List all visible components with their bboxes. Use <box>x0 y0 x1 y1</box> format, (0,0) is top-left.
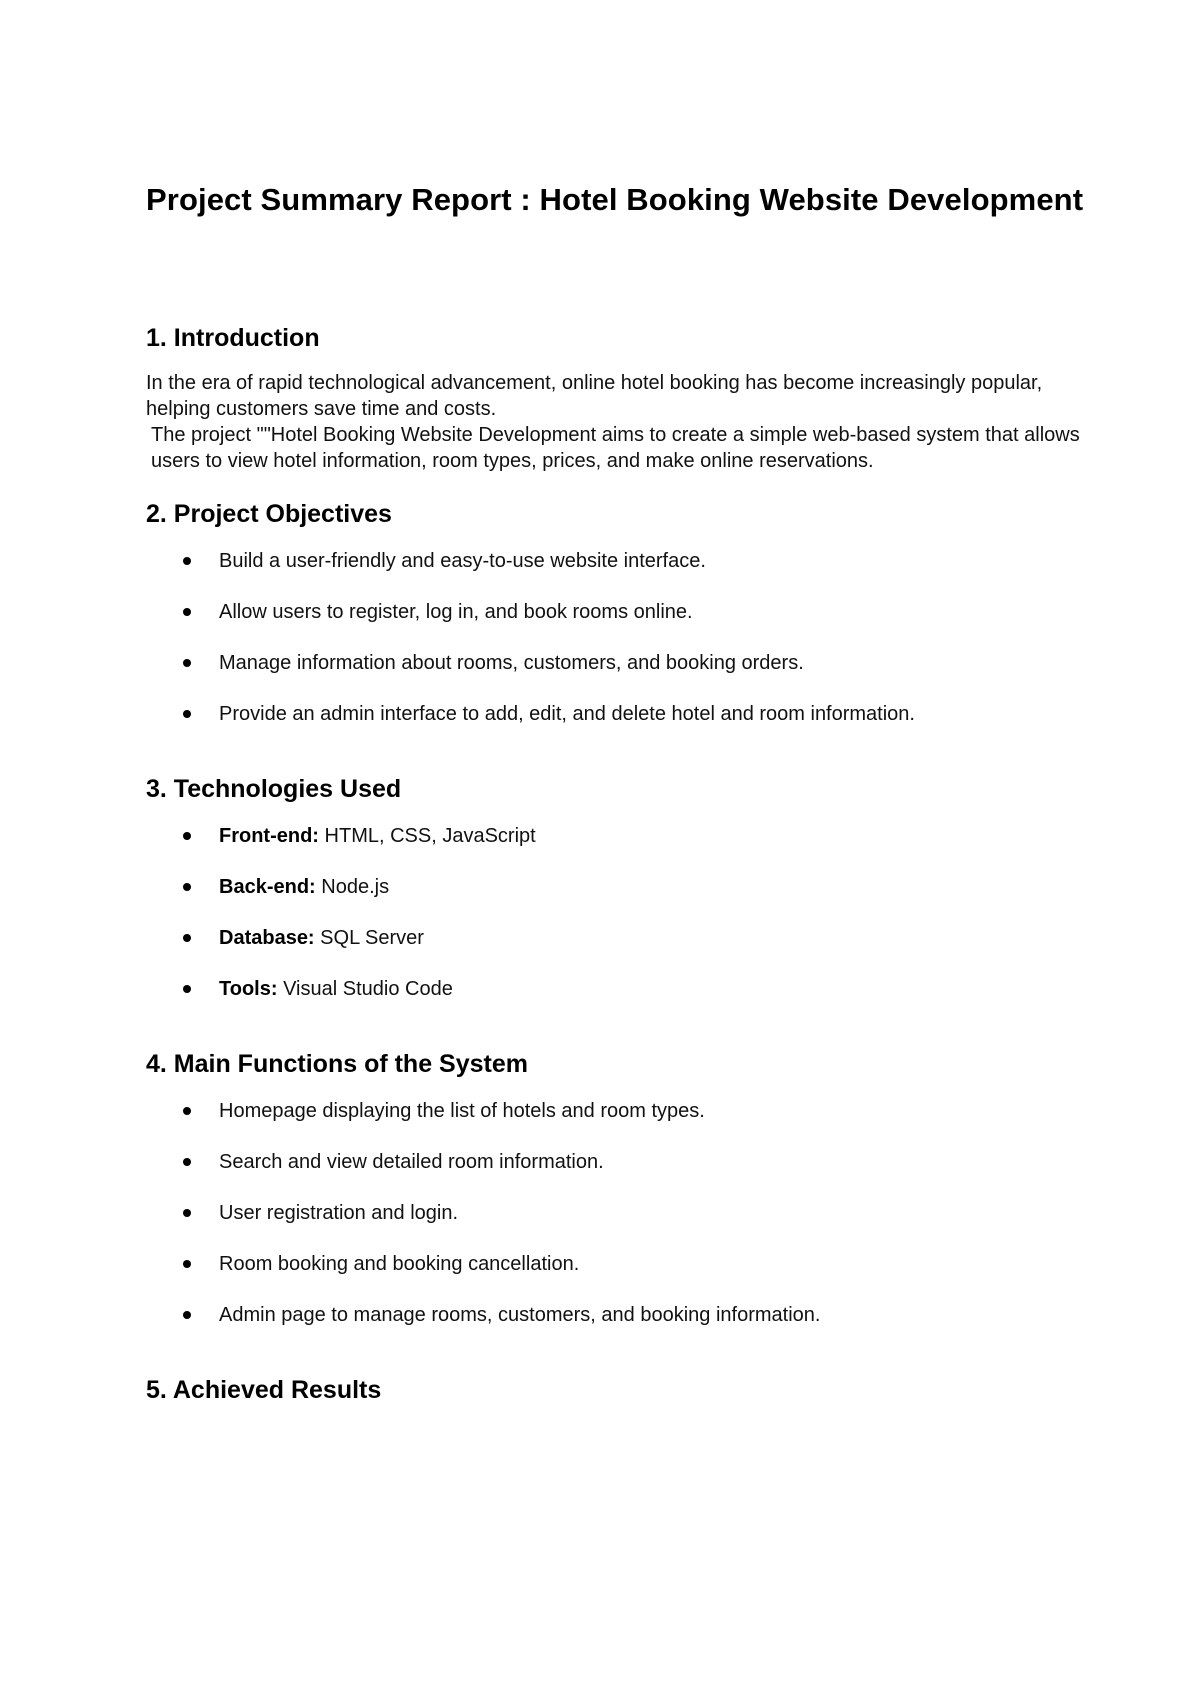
list-item-text: Homepage displaying the list of hotels and room types. <box>219 1100 705 1122</box>
list-item <box>146 976 1086 1002</box>
technology-value: Visual Studio Code <box>283 978 453 1000</box>
technology-value: Node.js <box>321 876 390 898</box>
list-item <box>146 1302 1086 1328</box>
technology-term: Back-end: <box>219 876 316 898</box>
list-item <box>146 1098 1086 1124</box>
list-item-text: Search and view detailed room information. <box>219 1151 604 1173</box>
list-item <box>146 823 1086 849</box>
bullet-icon <box>183 1107 191 1115</box>
introduction-paragraph: The project ""Hotel Booking Website Development aims to create a simple web-based system that allows users to view hotel information, room types, prices, and make online reservations. <box>151 424 1080 472</box>
bullet-icon <box>183 985 191 993</box>
list-item-text: Manage information about rooms, customers, and booking orders. <box>219 652 804 674</box>
list-item-text: Room booking and booking cancellation. <box>219 1253 580 1275</box>
objectives-list <box>146 548 1086 727</box>
technology-value: SQL Server <box>320 927 424 949</box>
bullet-icon <box>183 883 191 891</box>
list-item <box>146 1251 1086 1277</box>
section-heading-objectives: 2. Project Objectives <box>146 500 392 528</box>
bullet-icon <box>183 1209 191 1217</box>
bullet-icon <box>183 1260 191 1268</box>
list-item <box>146 650 1086 676</box>
section-heading-introduction: 1. Introduction <box>146 324 320 352</box>
list-item <box>146 1200 1086 1226</box>
list-item-text: Build a user-friendly and easy-to-use website interface. <box>219 550 706 572</box>
introduction-text <box>146 370 1086 474</box>
bullet-icon <box>183 832 191 840</box>
bullet-icon <box>183 608 191 616</box>
list-item <box>146 925 1086 951</box>
list-item <box>146 599 1086 625</box>
section-heading-functions: 4. Main Functions of the System <box>146 1050 528 1078</box>
list-item <box>146 1149 1086 1175</box>
list-item <box>146 701 1086 727</box>
technology-term: Database: <box>219 927 315 949</box>
bullet-icon <box>183 1311 191 1319</box>
bullet-icon <box>183 934 191 942</box>
list-item-text: User registration and login. <box>219 1202 459 1224</box>
list-item-text: Admin page to manage rooms, customers, and booking information. <box>219 1304 821 1326</box>
list-item-text: Allow users to register, log in, and book rooms online. <box>219 601 693 623</box>
document-title: Project Summary Report : Hotel Booking Website Development <box>146 182 1084 217</box>
list-item-text: Provide an admin interface to add, edit, and delete hotel and room information. <box>219 703 915 725</box>
bullet-icon <box>183 710 191 718</box>
technology-value: HTML, CSS, JavaScript <box>324 825 536 847</box>
introduction-paragraph: In the era of rapid technological advancement, online hotel booking has become increasingly popular, helping customers save time and costs. <box>146 372 1043 420</box>
bullet-icon <box>183 557 191 565</box>
section-heading-results: 5. Achieved Results <box>146 1376 382 1404</box>
bullet-icon <box>183 659 191 667</box>
technologies-list <box>146 823 1086 1002</box>
list-item <box>146 874 1086 900</box>
bullet-icon <box>183 1158 191 1166</box>
technology-term: Tools: <box>219 978 278 1000</box>
section-heading-technologies: 3. Technologies Used <box>146 775 402 803</box>
functions-list <box>146 1098 1086 1328</box>
technology-term: Front-end: <box>219 825 319 847</box>
document-body <box>146 180 1086 1406</box>
list-item <box>146 548 1086 574</box>
